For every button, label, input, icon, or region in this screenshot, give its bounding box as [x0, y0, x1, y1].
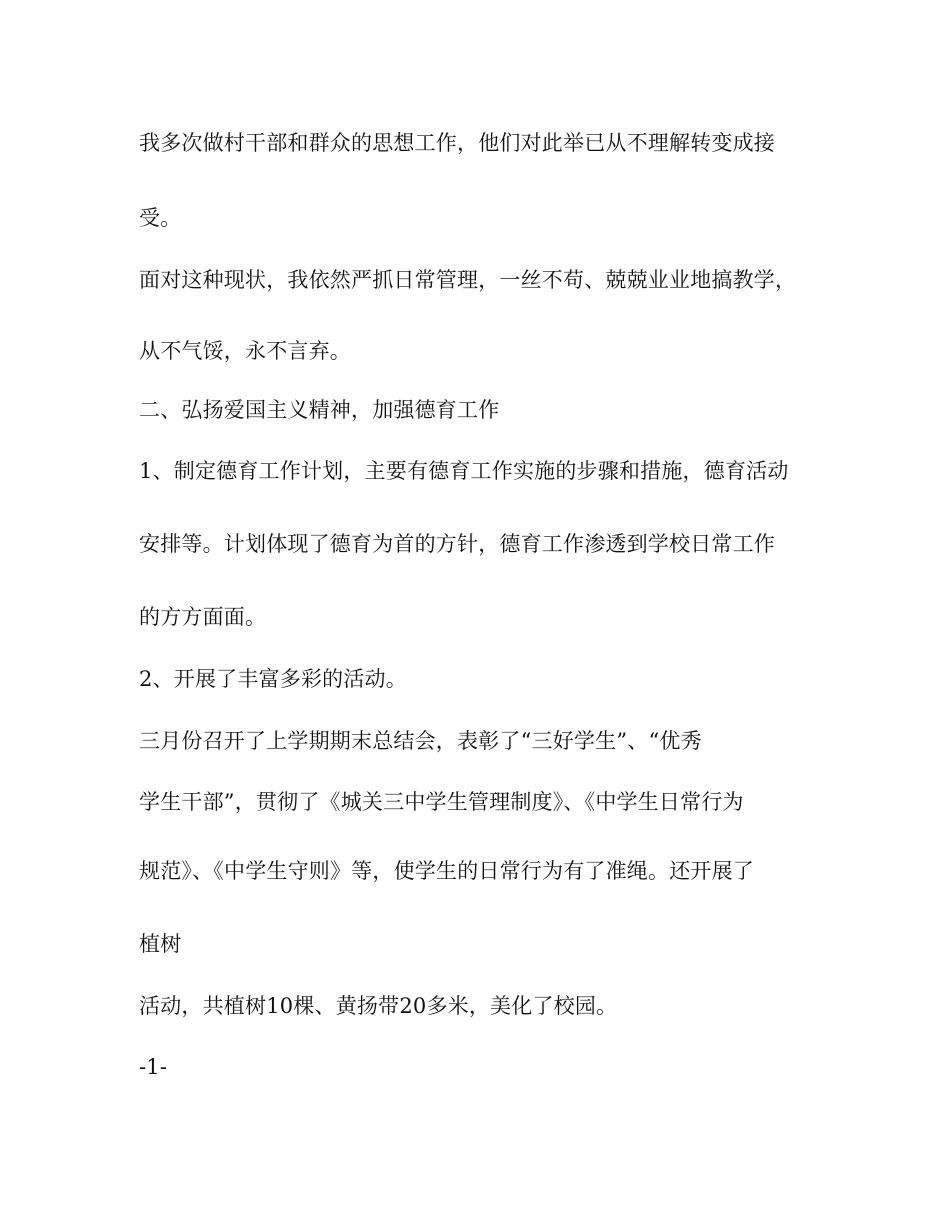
page-number: -1- [139, 1055, 168, 1079]
paragraph-line: 安排等。计划体现了德育为首的方针，德育工作渗透到学校日常工作 [139, 532, 775, 556]
paragraph-line: 2、开展了丰富多彩的活动。 [139, 667, 407, 691]
paragraph-line: 植树 [139, 932, 182, 956]
paragraph-line: 的方方面面。 [139, 605, 267, 629]
paragraph-line: 学生干部”，贯彻了《城关三中学生管理制度》、《中学生日常行为 [139, 790, 744, 814]
paragraph-line: 从不气馁，永不言弃。 [139, 339, 351, 363]
paragraph-line: 我多次做村干部和群众的思想工作，他们对此举已从不理解转变成接 [139, 131, 775, 155]
paragraph-line: 1、制定德育工作计划，主要有德育工作实施的步骤和措施，德育活动 [139, 459, 789, 483]
paragraph-line: 面对这种现状，我依然严抓日常管理，一丝不苟、兢兢业业地搞教学， [139, 268, 797, 292]
section-heading: 二、弘扬爱国主义精神，加强德育工作 [139, 398, 500, 422]
paragraph-line: 规范》、《中学生守则》等，使学生的日常行为有了准绳。还开展了 [139, 859, 754, 883]
paragraph-line: 受。 [139, 206, 182, 230]
paragraph-line: 三月份召开了上学期期末总结会，表彰了“三好学生”、“优秀 [139, 729, 702, 753]
paragraph-line: 活动，共植树10棵、黄扬带20多米，美化了校园。 [139, 994, 618, 1018]
